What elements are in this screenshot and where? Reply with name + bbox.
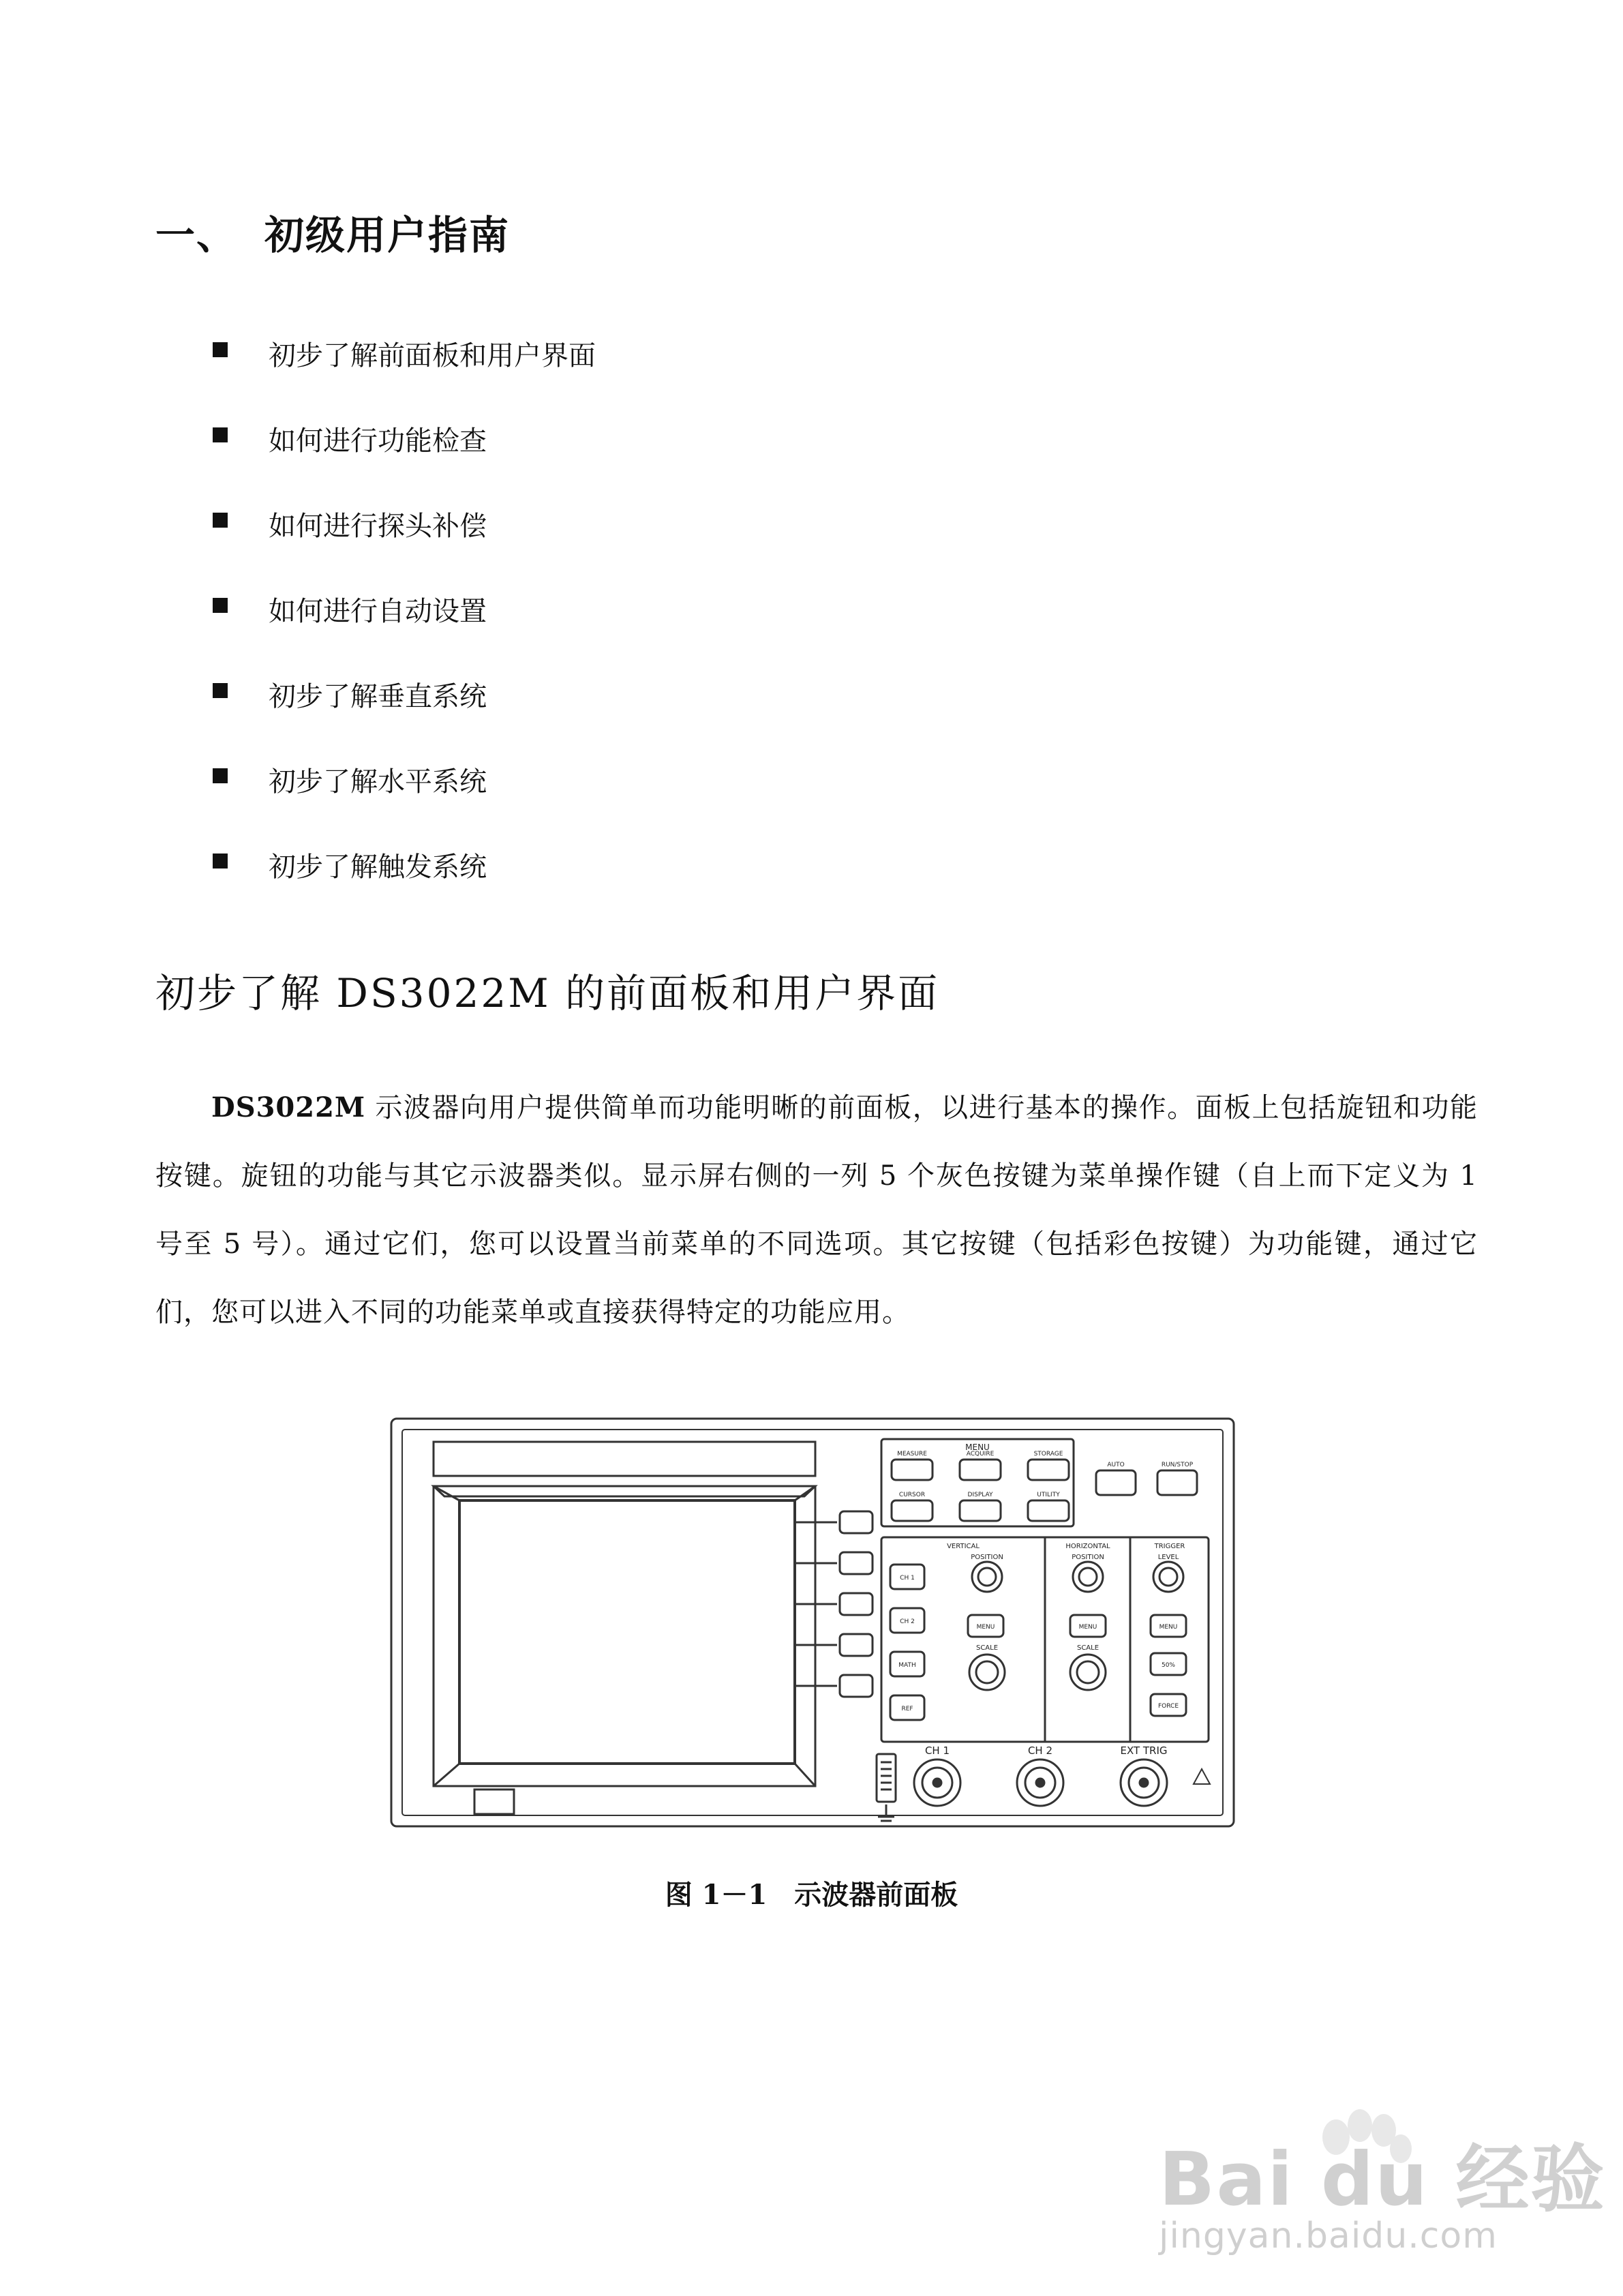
toc-item: 初步了解前面板和用户界面	[213, 334, 596, 419]
svg-text:LEVEL: LEVEL	[1157, 1554, 1179, 1561]
svg-text:MATH: MATH	[898, 1662, 916, 1669]
menu-keys	[796, 1511, 873, 1697]
svg-text:AUTO: AUTO	[1107, 1462, 1125, 1468]
svg-text:MENU: MENU	[1159, 1624, 1178, 1631]
model-name: DS3022M	[211, 1091, 366, 1123]
square-bullet-icon	[213, 427, 228, 442]
ch2-input-label: CH 2	[1027, 1744, 1053, 1757]
toc-item: 初步了解触发系统	[213, 845, 596, 931]
section-title: 初步了解 DS3022M 的前面板和用户界面	[155, 970, 940, 1016]
toc-item: 初步了解水平系统	[213, 760, 596, 845]
square-bullet-icon	[213, 768, 228, 783]
svg-text:POSITION: POSITION	[1072, 1554, 1104, 1561]
figure-caption: 图 1－1 示波器前面板	[665, 1879, 958, 1911]
toc-item: 如何进行自动设置	[213, 590, 596, 675]
svg-text:CURSOR: CURSOR	[898, 1492, 926, 1498]
menu-section-label: MENU	[965, 1442, 990, 1452]
svg-text:ACQUIRE: ACQUIRE	[966, 1451, 995, 1457]
svg-text:VERTICAL: VERTICAL	[947, 1543, 980, 1550]
svg-text:MEASURE: MEASURE	[897, 1451, 927, 1457]
square-bullet-icon	[213, 854, 228, 868]
toc-item: 如何进行探头补偿	[213, 504, 596, 590]
chapter-number: 一、	[155, 212, 238, 258]
watermark-url: jingyan.baidu.com	[1159, 2216, 1498, 2256]
watermark-brand: Bai du 经验	[1159, 2137, 1606, 2222]
svg-text:MENU: MENU	[976, 1624, 995, 1631]
ext-trig-label: EXT TRIG	[1120, 1744, 1168, 1757]
svg-text:RUN/STOP: RUN/STOP	[1161, 1462, 1194, 1468]
svg-text:UTILITY: UTILITY	[1037, 1492, 1060, 1498]
svg-text:SCALE: SCALE	[975, 1644, 999, 1652]
svg-text:MENU: MENU	[1078, 1624, 1097, 1631]
svg-text:50%: 50%	[1161, 1662, 1176, 1669]
svg-text:FORCE: FORCE	[1157, 1703, 1179, 1710]
square-bullet-icon	[213, 683, 228, 698]
svg-text:TRIGGER: TRIGGER	[1154, 1543, 1185, 1550]
paragraph-text: 示波器向用户提供简单而功能明晰的前面板，以进行基本的操作。面板上包括旋钮和功能按键。旋钮的功能与其它示波器类似。显示屏右侧的一列 5 个灰色按键为菜单操作键（自上而下定义为 1 号至 5 号）。通过它们，您可以设置当前菜单的不同选项。其它按键（包括彩色按键）为功能键，通过它们，您可以进入不同的功能菜单或直接获得特定的功能应用。	[155, 1092, 1478, 1328]
toc-list	[213, 334, 596, 931]
ch1-input-label: CH 1	[924, 1744, 950, 1757]
svg-text:CH 2: CH 2	[900, 1618, 915, 1625]
square-bullet-icon	[213, 598, 228, 613]
body-paragraph	[155, 1074, 1478, 1346]
svg-text:SCALE: SCALE	[1076, 1644, 1099, 1652]
svg-text:CH 1: CH 1	[900, 1575, 915, 1582]
chapter-title-text: 初级用户指南	[264, 212, 511, 258]
svg-text:STORAGE: STORAGE	[1033, 1451, 1063, 1457]
svg-text:DISPLAY: DISPLAY	[967, 1492, 993, 1498]
toc-item: 如何进行功能检查	[213, 419, 596, 504]
svg-text:HORIZONTAL: HORIZONTAL	[1065, 1543, 1110, 1550]
square-bullet-icon	[213, 342, 228, 357]
toc-item: 初步了解垂直系统	[213, 675, 596, 760]
chapter-title	[155, 203, 510, 260]
oscilloscope-front-panel-figure	[387, 1415, 1238, 1830]
svg-text:REF: REF	[901, 1706, 913, 1712]
square-bullet-icon	[213, 513, 228, 528]
svg-text:POSITION: POSITION	[971, 1554, 1003, 1561]
